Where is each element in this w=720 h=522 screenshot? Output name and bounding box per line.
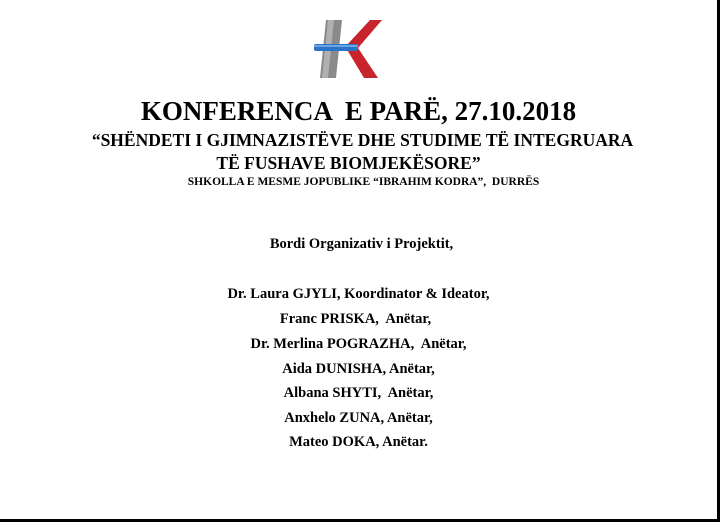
- board-heading: Bordi Organizativ i Projektit,: [269, 236, 454, 252]
- board-member: Mateo DOKA, Anëtar.: [289, 434, 428, 450]
- board-member: Anxhelo ZUNA, Anëtar,: [284, 410, 433, 426]
- board-member: Franc PRISKA, Anëtar,: [279, 311, 432, 327]
- board-member: Dr. Merlina POGRAZHA, Anëtar,: [250, 336, 467, 352]
- conference-subtitle-line-2: TË FUSHAVE BIOMJEKËSORE”: [216, 153, 481, 173]
- conference-title: KONFERENCA E PARË, 27.10.2018: [140, 96, 577, 126]
- conference-subtitle-line-1: “SHËNDETI I GJIMNAZISTËVE DHE STUDIME TË INTEGRUARA: [91, 130, 634, 150]
- board-member: Dr. Laura GJYLI, Koordinator & Ideator,: [227, 286, 490, 302]
- board-member: Albana SHYTI, Anëtar,: [283, 385, 434, 401]
- board-member: Aida DUNISHA, Anëtar,: [282, 361, 435, 377]
- k-logo-icon: [312, 16, 384, 82]
- school-name: SHKOLLA E MESME JOPUBLIKE “IBRAHIM KODRA”, DURRËS: [187, 176, 540, 188]
